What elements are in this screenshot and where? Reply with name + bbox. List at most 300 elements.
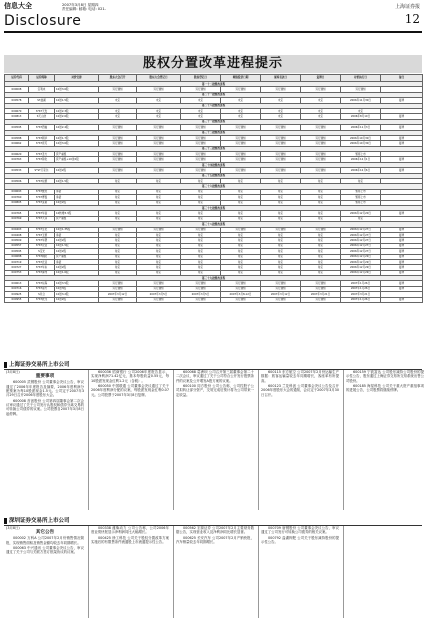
table-cell: 待定: [221, 189, 261, 194]
table-cell: 待定: [261, 195, 301, 200]
table-cell: 复牌: [381, 141, 423, 146]
table-cell: 待定: [341, 216, 381, 221]
table-cell: 10送2.3股: [55, 108, 99, 113]
table-cell: 000509: [5, 238, 29, 243]
table-cell: S众合: [29, 292, 55, 297]
column-header: 证券代码: [5, 75, 29, 82]
table-cell: 复牌: [381, 98, 423, 103]
table-cell: 待定: [261, 254, 301, 259]
table-cell: S*ST炎黄: [29, 200, 55, 205]
announcement-paragraph: 000425 徐工科技 公司关于股权分置改革方案实施后的有限售条件流通股上市流通提示性公告。: [91, 535, 169, 545]
table-cell: 2007年3月12日: [261, 292, 301, 297]
table-cell: 待定: [261, 249, 301, 254]
announcement-paragraph: 600185 海星科技 公司关于重大资产重组事项的进展公告，公司股票将继续停牌。: [346, 384, 424, 393]
table-cell: 另行通知: [137, 281, 181, 286]
table-cell: 复牌: [381, 249, 423, 254]
table-cell: 待定: [221, 259, 261, 264]
announcement-paragraph: 600159 宁波富达 公司股东减持公司股份的提示性公告，股东通过上海证券交易所交易系统出售公司股份。: [346, 370, 424, 383]
table-cell: 10送1.5股: [55, 98, 99, 103]
table-cell: 复牌: [381, 297, 423, 302]
table-cell: S*ST天发: [29, 108, 55, 113]
table-cell: 宝利来: [29, 87, 55, 92]
table-cell: S*ST玉源: [29, 232, 55, 237]
table-cell: 未定: [181, 114, 221, 119]
table-cell: 2006年12月29日: [341, 270, 381, 275]
table-cell: 待定: [99, 259, 137, 264]
table-cell: 另行通知: [301, 168, 341, 173]
article-date: (3月8日): [6, 370, 20, 374]
table-cell: 待定: [301, 254, 341, 259]
table-cell: 未定: [221, 114, 261, 119]
batch-section-label: 第三十三批股改进程: [5, 146, 423, 151]
table-cell: 2006年11月30日: [341, 98, 381, 103]
masthead-rule: [4, 31, 422, 33]
table-cell: 另行通知: [221, 286, 261, 291]
table-cell: 000670: [5, 108, 29, 113]
column-divider: [343, 370, 344, 510]
table-cell: 000955: [5, 297, 29, 302]
table-cell: 待定: [137, 232, 181, 237]
table-cell: 另行通知: [261, 135, 301, 140]
table-cell: 待定: [99, 270, 137, 275]
table-cell: 另行通知: [181, 227, 221, 232]
table-cell: 另行通知: [137, 125, 181, 130]
table-cell: 待定: [99, 195, 137, 200]
announcement-paragraph: 000792 盐湖钾肥 公司关于股东减持股份的提示性公告。: [261, 535, 339, 545]
table-cell: 待定: [221, 232, 261, 237]
table-cell: 000578: [5, 98, 29, 103]
article-column: [91, 526, 169, 618]
table-cell: 未定: [181, 98, 221, 103]
table-cell: 复牌: [381, 114, 423, 119]
table-cell: 另行通知: [261, 286, 301, 291]
table-cell: 000595: [5, 249, 29, 254]
table-cell: 待定: [261, 189, 301, 194]
table-cell: 另行通知: [99, 286, 137, 291]
table-cell: 待定: [181, 259, 221, 264]
article-column: [346, 526, 424, 618]
table-cell: 资产重组: [55, 254, 99, 259]
table-cell: 2007年3月12日: [99, 292, 137, 297]
table-cell: S*ST东海: [29, 281, 55, 286]
table-cell: 复牌: [381, 227, 423, 232]
table-cell: 待定: [137, 265, 181, 270]
table-cell: 另行通知: [341, 87, 381, 92]
table-cell: 暂停上市: [341, 200, 381, 205]
table-cell: 复牌: [381, 168, 423, 173]
table-cell: S宝光: [29, 249, 55, 254]
table-cell: 待定: [261, 265, 301, 270]
table-cell: 待定: [221, 200, 261, 205]
table-cell: 待定: [261, 216, 301, 221]
batch-section-label: 第二十一批股改进程: [5, 92, 423, 97]
table-cell: 复牌: [381, 259, 423, 264]
section-shanghai-title: 上海证券交易所上市公司: [9, 362, 70, 368]
table-cell: 待定: [99, 254, 137, 259]
table-cell: 待定: [301, 238, 341, 243]
table-cell: 暂停上市: [341, 189, 381, 194]
table-cell: 复牌: [381, 211, 423, 216]
table-cell: 2007年3月21日: [341, 292, 381, 297]
table-cell: S*ST博盈: [29, 195, 55, 200]
table-header-row: [5, 75, 423, 82]
table-cell: 待定: [137, 195, 181, 200]
table-cell: 待定: [181, 179, 221, 184]
section-shanghai: [4, 360, 422, 368]
table-cell: 另行通知: [301, 135, 341, 140]
table-cell: 另行通知: [181, 152, 221, 157]
table-cell: S*ST朝阳: [29, 254, 55, 259]
column-header: 备注: [381, 75, 423, 82]
table-cell: 另行通知: [261, 141, 301, 146]
table-cell: 待定: [99, 249, 137, 254]
table-cell: 另行通知: [99, 152, 137, 157]
table-cell: 承诺: [55, 189, 99, 194]
column-divider: [173, 370, 174, 510]
table-cell: 另行通知: [261, 281, 301, 286]
table-cell: 复牌: [381, 125, 423, 130]
table-cell: 未定: [137, 108, 181, 113]
table-cell: 另行通知: [137, 87, 181, 92]
table-cell: 复牌: [381, 232, 423, 237]
column-divider: [258, 526, 259, 618]
table-cell: S*ST北亚: [29, 259, 55, 264]
table-cell: 待定: [221, 254, 261, 259]
table-cell: 2006年10月30日: [341, 135, 381, 140]
table-cell: 000533: [5, 168, 29, 173]
table-cell: 未定: [301, 108, 341, 113]
batch-section-label: 第二十八批股改进程: [5, 103, 423, 108]
table-cell: 承诺: [55, 232, 99, 237]
table-cell: S*ST东源: [29, 179, 55, 184]
table-cell: S*ST锦化: [29, 157, 55, 162]
table-cell: 另行通知: [261, 297, 301, 302]
table-cell: 2006年12月27日: [341, 232, 381, 237]
table-cell: S*ST宏业: [29, 243, 55, 248]
table-cell: 10送2股: [55, 249, 99, 254]
column-divider: [88, 526, 89, 618]
masthead-meta: [62, 3, 262, 12]
table-cell: 待定: [181, 232, 221, 237]
table-cell: 另行通知: [137, 227, 181, 232]
table-cell: 2006年10月30日: [341, 141, 381, 146]
table-cell: 另行通知: [301, 125, 341, 130]
table-cell: 待定: [99, 189, 137, 194]
masthead: [4, 2, 422, 30]
table-cell: 另行通知: [301, 286, 341, 291]
table-cell: 待定: [301, 216, 341, 221]
table-cell: 另行通知: [301, 157, 341, 162]
table-cell: 10送2股: [55, 297, 99, 302]
table-cell: S*ST漳州: [29, 270, 55, 275]
table-cell: 2006年12月1日: [341, 157, 381, 162]
table-cell: 另行通知: [137, 168, 181, 173]
table-cell: 未定: [301, 98, 341, 103]
table-cell: 000588: [5, 135, 29, 140]
table-cell: 待定: [221, 216, 261, 221]
table-cell: 10送2.6股: [55, 114, 99, 119]
section-name: Disclosure: [4, 13, 82, 29]
table-cell: 未定: [261, 114, 301, 119]
table-cell: 待定: [261, 243, 301, 248]
table-cell: 10送1.5股: [55, 243, 99, 248]
table-cell: 待定: [99, 211, 137, 216]
table-cell: 待定: [181, 195, 221, 200]
table-cell: 000620: [5, 152, 29, 157]
table-cell: 待定: [301, 249, 341, 254]
column-divider: [258, 370, 259, 510]
table-cell: S*ST万家乐: [29, 168, 55, 173]
announcement-paragraph: 000709 唐钢股份 公司董事会决议公告，审议通过了公司发行可转换公司债券的相关议案。: [261, 526, 339, 535]
article-column: [6, 526, 84, 618]
table-cell: 待定: [261, 259, 301, 264]
table-cell: 复牌: [381, 270, 423, 275]
table-cell: 待定: [221, 270, 261, 275]
table-cell: 未定: [301, 114, 341, 119]
table-cell: 待定: [261, 270, 301, 275]
table-cell: 2007年1月26日: [341, 286, 381, 291]
table-cell: 另行通知: [99, 227, 137, 232]
table-cell: 000693: [5, 189, 29, 194]
table-cell: 000719: [5, 259, 29, 264]
masthead-date: 2007年3月8日 星期四: [62, 3, 99, 7]
table-cell: 000557: [5, 243, 29, 248]
table-cell: 另行通知: [221, 135, 261, 140]
announcement-paragraph: 600068 葛洲坝 公司召开第三届董事会第二十二次会议，审议通过了关于公司符合公开发行股票条件的议案及公开增发A股方案的议案。: [176, 370, 254, 383]
table-cell: S*ST华塑: [29, 238, 55, 243]
table-cell: 待定: [261, 179, 301, 184]
table-cell: 另行通知: [181, 125, 221, 130]
table-cell: 000403: [5, 227, 29, 232]
table-cell: S*ST圣方: [29, 152, 55, 157]
table-cell: 未定: [99, 108, 137, 113]
table-cell: 复牌: [381, 265, 423, 270]
table-cell: 000763: [5, 157, 29, 162]
table-cell: 000769: [5, 216, 29, 221]
table-cell: 10送1.35股: [55, 227, 99, 232]
table-cell: 2006年12月29日: [341, 254, 381, 259]
table-cell: 复牌: [381, 157, 423, 162]
batch-section-label: 第三十四批股改进程: [5, 162, 423, 167]
table-row: [5, 297, 423, 302]
table-cell: 待定: [301, 259, 341, 264]
table-cell: 另行通知: [221, 281, 261, 286]
table-cell: 另行通知: [221, 141, 261, 146]
table-cell: 另行通知: [99, 141, 137, 146]
table-cell: 待定: [99, 238, 137, 243]
section-marker: [4, 362, 7, 368]
table-cell: 待定: [99, 232, 137, 237]
table-cell: S*ST索芙: [29, 141, 55, 146]
table-cell: 另行通知: [181, 87, 221, 92]
table-cell: 10送2股: [55, 238, 99, 243]
article-column: [6, 370, 84, 510]
section-shenzhen: [4, 516, 422, 524]
table-cell: 000506: [5, 179, 29, 184]
table-cell: 复牌: [381, 238, 423, 243]
batch-section-label: 第三十二批股改进程: [5, 130, 423, 135]
batch-section-label: 第三十一批股改进程: [5, 119, 423, 124]
table-cell: 待定: [181, 243, 221, 248]
table-cell: 未定: [341, 108, 381, 113]
announcement-paragraph: 600005 武钢股份 公司董事会决议公告，审议通过了2006年年度报告及摘要，2006年度利润分配预案为每10股派现金1.5元。公司定于2007年3月29日召开2006年度股东大会。: [6, 380, 84, 398]
table-cell: 待定: [301, 189, 341, 194]
table-cell: 2007年3月8-12日: [221, 292, 261, 297]
table-cell: 另行通知: [137, 286, 181, 291]
table-cell: 另行通知: [261, 157, 301, 162]
table-cell: 10转增3.3股: [55, 211, 99, 216]
batch-section-label: 第三十八批股改进程: [5, 222, 423, 227]
article-column: [176, 370, 254, 510]
table-cell: 2007年3月5日: [181, 292, 221, 297]
table-cell: 2006年12月20日: [341, 211, 381, 216]
article-heading: 重要事项: [35, 374, 55, 380]
batch-section-label: 第三十六批股改进程: [5, 184, 423, 189]
column-header: 股东大会登记日: [137, 75, 181, 82]
table-cell: 2006年12月29日: [341, 259, 381, 264]
announcement-paragraph: 000625 长安汽车 公司2007年2月产销快报，汽车销量较去年同期增长。: [176, 535, 254, 545]
table-body: [5, 82, 423, 303]
table-cell: 10送3.6股: [55, 87, 99, 92]
table-cell: 待定: [221, 211, 261, 216]
table-cell: 另行通知: [221, 152, 261, 157]
table-cell: 2006年12月27日: [341, 243, 381, 248]
table-cell: 未定: [261, 98, 301, 103]
column-header: 对价安排: [55, 75, 99, 82]
table-cell: 资产重组: [55, 216, 99, 221]
table-cell: 待定: [137, 243, 181, 248]
column-header: 股东大会召开: [99, 75, 137, 82]
table-cell: 待定: [181, 216, 221, 221]
batch-section-label: 第三十七批股改进程: [5, 205, 423, 210]
column-header: 股权登记日: [181, 75, 221, 82]
table-cell: S*ST聚友: [29, 189, 55, 194]
table-cell: 待定: [301, 179, 341, 184]
column-header: 复牌日: [301, 75, 341, 82]
column-divider: [343, 526, 344, 618]
table-cell: 待定: [221, 243, 261, 248]
table-cell: 待定: [301, 243, 341, 248]
table-cell: 000613: [5, 281, 29, 286]
table-cell: 待定: [137, 270, 181, 275]
table-cell: 待定: [137, 216, 181, 221]
table-cell: 000760: [5, 195, 29, 200]
table-cell: 另行通知: [137, 297, 181, 302]
table-cell: 000716: [5, 286, 29, 291]
table-cell: 另行通知: [99, 87, 137, 92]
table-cell: 待定: [301, 270, 341, 275]
table-cell: 另行通知: [99, 135, 137, 140]
table-cell: 另行通知: [301, 281, 341, 286]
table-cell: 000008: [5, 87, 29, 92]
table-cell: 另行通知: [261, 168, 301, 173]
table-cell: 另行通知: [261, 125, 301, 130]
table-cell: 承诺: [55, 259, 99, 264]
announcement-paragraph: 000063 中兴通讯 公司董事会决议公告，审议通过了关于公司与关联方签订框架协议的议案。: [6, 546, 84, 555]
table-cell: 000805: [5, 200, 29, 205]
column-header: 网络投票日期: [221, 75, 261, 82]
table-cell: 复牌: [381, 286, 423, 291]
masthead-brand: 信息大全: [4, 1, 32, 10]
announcement-paragraph: 000562 宏源证券 公司2007年2月主要财务数据公告，实现营业收入及净利润同比增长显著。: [176, 526, 254, 535]
article-column: [261, 526, 339, 618]
table-cell: 另行通知: [137, 135, 181, 140]
table-cell: 待定: [99, 243, 137, 248]
table-cell: 待定: [137, 211, 181, 216]
table-cell: 2006年8月10日: [341, 114, 381, 119]
table-cell: 待定: [221, 179, 261, 184]
table-cell: 另行通知: [137, 157, 181, 162]
table-cell: 000688: [5, 254, 29, 259]
table-cell: 待定: [221, 195, 261, 200]
batch-section-label: 第一十二批股改进程: [5, 82, 423, 87]
table-cell: 未定: [137, 98, 181, 103]
table-cell: 另行通知: [181, 286, 221, 291]
table-cell: S天山纺: [29, 114, 55, 119]
table-cell: 10送2.4股: [55, 125, 99, 130]
table-cell: 待定: [261, 200, 301, 205]
table-cell: 另行通知: [137, 141, 181, 146]
table-cell: 暂停上市: [341, 195, 381, 200]
table-cell: 暂停上市: [341, 152, 381, 157]
table-cell: 待定: [181, 200, 221, 205]
table-cell: 另行通知: [301, 297, 341, 302]
announcement-paragraph: 600036 招商银行 公司2006年度报告显示，实现净利润71.42亿元，基本每股收益0.55元，每10股派发现金红利1.2元（含税）。: [91, 370, 169, 383]
table-cell: 另行通知: [181, 297, 221, 302]
table-cell: 另行通知: [181, 168, 221, 173]
table-cell: 待定: [137, 189, 181, 194]
table-cell: 资产重组+10送2股: [55, 157, 99, 162]
table-cell: 待定: [99, 179, 137, 184]
table-cell: 待定: [261, 238, 301, 243]
table-cell: 另行通知: [261, 87, 301, 92]
column-header: 证券简称: [29, 75, 55, 82]
table-cell: 2006年12月27日: [341, 249, 381, 254]
table-cell: 10送3.2股: [55, 292, 99, 297]
batch-section-label: 第三十五批股改进程: [5, 173, 423, 178]
table-cell: S*ST生化: [29, 227, 55, 232]
table-cell: 未定: [137, 114, 181, 119]
table-cell: 另行通知: [99, 297, 137, 302]
section-marker: [4, 518, 7, 524]
table-cell: 资产重组: [55, 152, 99, 157]
table-cell: ST盐湖: [29, 98, 55, 103]
article-date: (3月8日): [6, 526, 20, 530]
table-cell: 2006年12月29日: [341, 265, 381, 270]
table-cell: S*ST南方: [29, 286, 55, 291]
table-cell: S*ST华东: [29, 265, 55, 270]
table-cell: 复牌: [381, 254, 423, 259]
table-cell: 未定: [261, 108, 301, 113]
table-cell: 000765: [5, 211, 29, 216]
table-cell: 2007年1月26日: [341, 297, 381, 302]
table-cell: 另行通知: [99, 157, 137, 162]
section-shenzhen-title: 深圳证券交易所上市公司: [9, 518, 70, 524]
table-cell: S*ST欣龙: [29, 297, 55, 302]
table-cell: 待定: [181, 189, 221, 194]
page-title: 股权分置改革进程提示: [4, 55, 422, 73]
table-cell: 待定: [261, 232, 301, 237]
reform-progress-table: [4, 74, 423, 303]
table-cell: 10送2股: [55, 265, 99, 270]
table-cell: 另行通知: [301, 87, 341, 92]
article-heading: 其它公告: [35, 530, 55, 536]
table-cell: 另行通知: [261, 152, 301, 157]
page-number: 12: [404, 12, 420, 26]
table-cell: 另行通知: [137, 152, 181, 157]
table-cell: 复牌: [381, 135, 423, 140]
article-column: [176, 526, 254, 618]
